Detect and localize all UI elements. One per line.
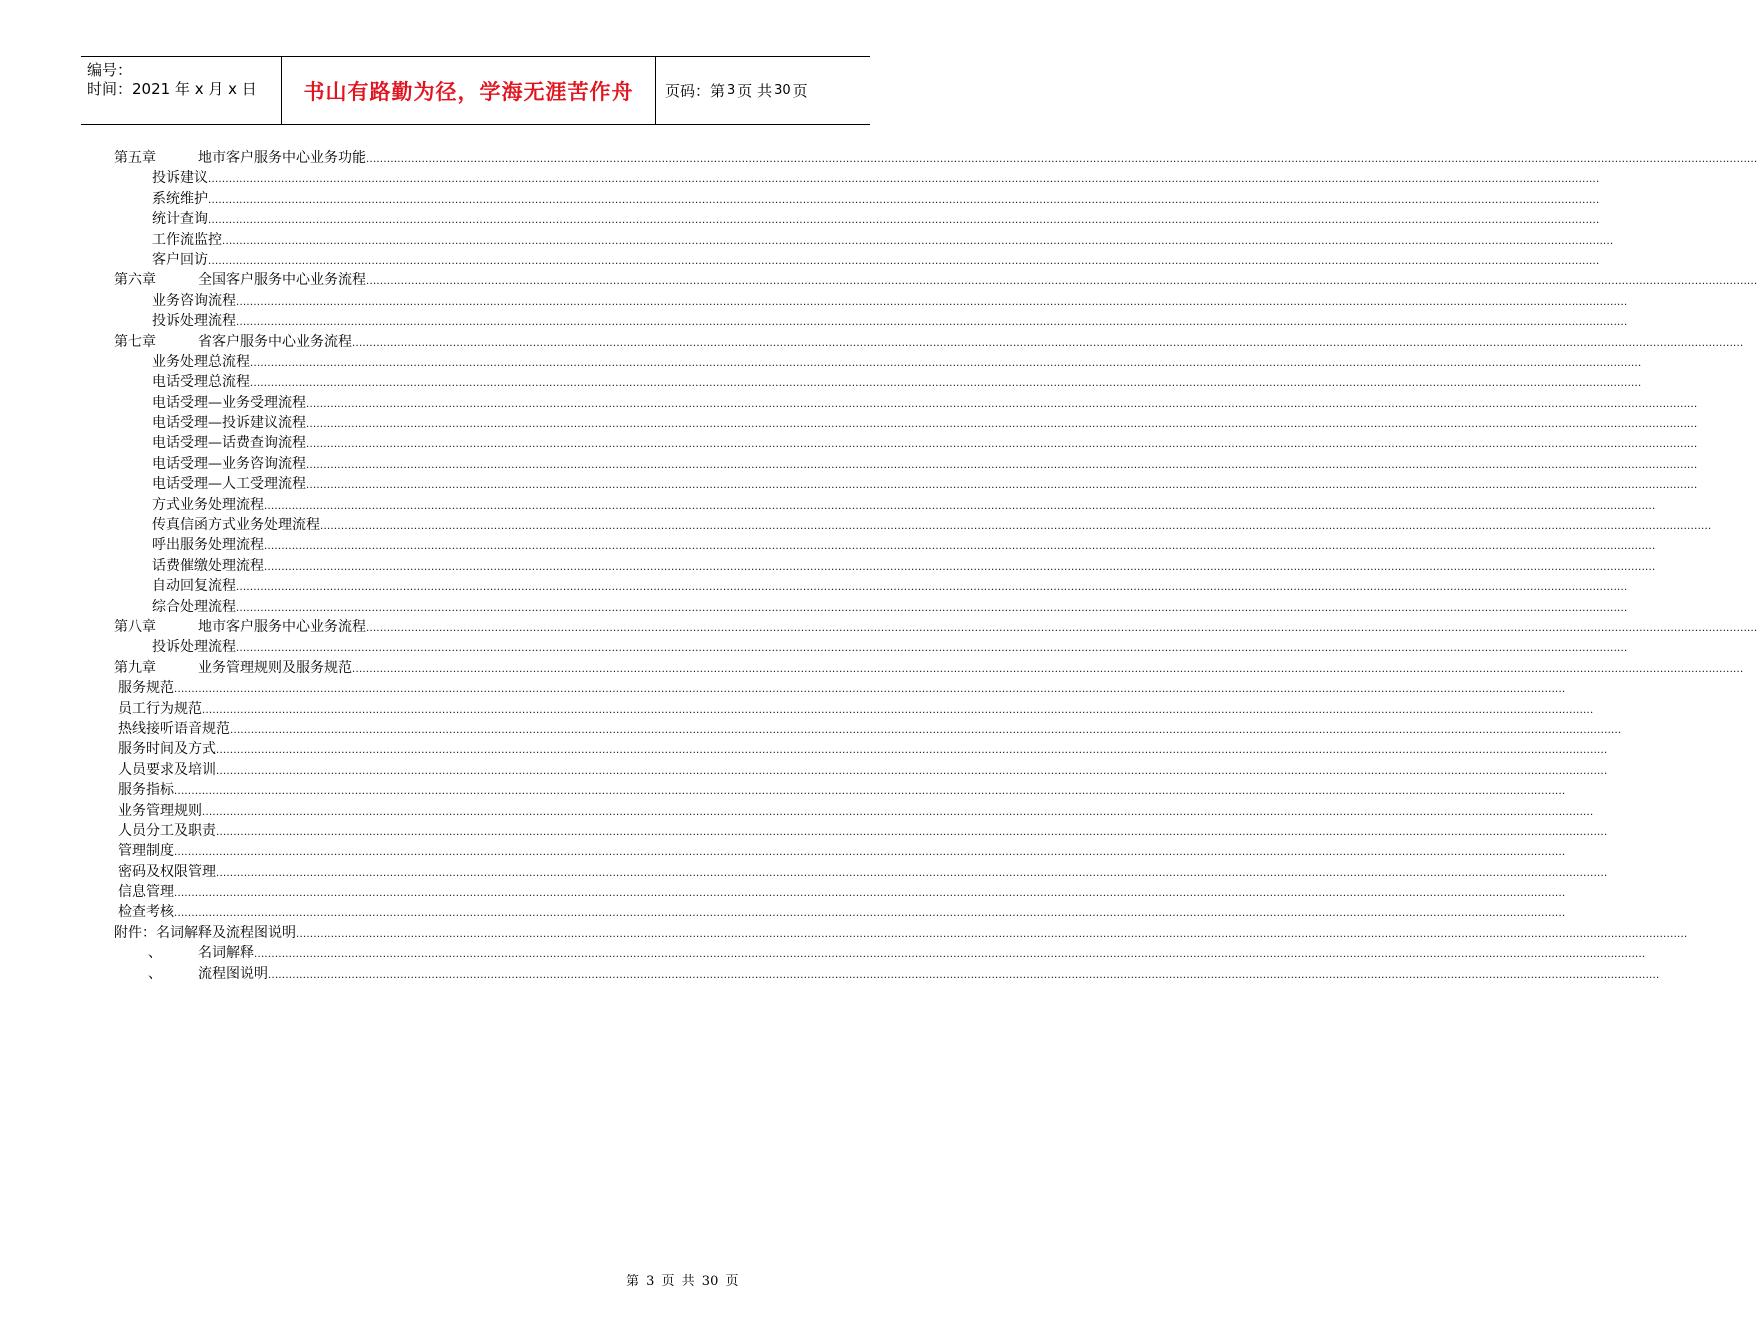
toc-entry-label [152, 597, 236, 617]
toc-entry[interactable] [114, 230, 1614, 250]
toc-dot-leader: ................................................................................................................................................................................................................................................................................................................................................................................................................ [208, 215, 1600, 227]
toc-dot-leader: ................................................................................................................................................................................................................................................................................................................................................................................................................ [208, 194, 1600, 206]
toc-entry-title: 电话受理—话费查询流程 [152, 435, 306, 452]
toc-entry-label [152, 209, 208, 229]
toc-entry-label [118, 882, 174, 902]
toc-dot-leader: ................................................................................................................................................................................................................................................................................................................................................................................................................ [236, 643, 1628, 655]
toc-entry-label [118, 719, 230, 739]
toc-entry-title: 方式业务处理流程 [152, 496, 264, 513]
page-mid: 页 共 [737, 82, 773, 100]
toc-entry[interactable] [114, 882, 1566, 902]
toc-entry-label [118, 678, 174, 698]
toc-entry[interactable] [114, 658, 1744, 678]
toc-entry[interactable] [114, 332, 1744, 352]
toc-entry-label [152, 352, 250, 372]
toc-entry-title: 话费催缴处理流程 [152, 557, 264, 574]
toc-entry-label [152, 495, 264, 515]
toc-entry-label [118, 841, 174, 861]
toc-entry[interactable] [114, 576, 1628, 596]
toc-entry-label [114, 332, 352, 352]
toc-entry[interactable] [114, 311, 1628, 331]
toc-entry[interactable] [114, 148, 1757, 168]
toc-entry-title: 电话受理—投诉建议流程 [152, 415, 306, 432]
toc-entry-title: 人员要求及培训 [118, 761, 216, 778]
toc-entry-label [152, 393, 306, 413]
toc-entry-title: 业务咨询流程 [152, 292, 236, 309]
page-suffix: 页 [792, 82, 808, 100]
header-meta [81, 57, 282, 124]
toc-entry-title: 人员分工及职责 [118, 822, 216, 839]
toc-entry[interactable] [114, 189, 1600, 209]
toc-entry[interactable] [114, 515, 1712, 535]
toc-entry[interactable] [114, 535, 1656, 555]
toc-dot-leader: ................................................................................................................................................................................................................................................................................................................................................................................................................ [230, 724, 1622, 736]
toc-entry-title: 服务指标 [118, 782, 174, 799]
toc-entry-title: 管理制度 [118, 843, 174, 860]
toc-entry-title: 热线接听语音规范 [118, 720, 230, 737]
toc-entry-title: 密码及权限管理 [118, 863, 216, 880]
toc-entry-title: 投诉处理流程 [152, 639, 236, 656]
toc-dot-leader: ................................................................................................................................................................................................................................................................................................................................................................................................................ [208, 255, 1600, 267]
toc-entry[interactable] [114, 719, 1622, 739]
toc-entry[interactable] [114, 291, 1628, 311]
toc-entry-title: 服务时间及方式 [118, 741, 216, 758]
page-header [81, 56, 870, 125]
toc-entry-label [152, 576, 236, 596]
toc-dot-leader: ................................................................................................................................................................................................................................................................................................................................................................................................................ [216, 765, 1608, 777]
toc-entry-title: 地市客户服务中心业务功能 [198, 150, 366, 166]
toc-dot-leader: ................................................................................................................................................................................................................................................................................................................................................................................................................ [296, 928, 1688, 940]
toc-dot-leader: ................................................................................................................................................................................................................................................................................................................................................................................................................ [174, 684, 1566, 696]
toc-entry-title: 业务管理规则及服务规范 [198, 659, 352, 676]
toc-dot-leader: ................................................................................................................................................................................................................................................................................................................................................................................................................ [174, 786, 1566, 798]
toc-entry-label [152, 189, 208, 209]
toc-dot-leader: ................................................................................................................................................................................................................................................................................................................................................................................................................ [174, 847, 1566, 859]
toc-entry-label [118, 821, 216, 841]
toc-entry-label [152, 413, 306, 433]
toc-entry[interactable] [114, 637, 1628, 657]
toc-dot-leader: ................................................................................................................................................................................................................................................................................................................................................................................................................ [174, 908, 1566, 920]
toc-entry-label [118, 902, 174, 922]
toc-entry[interactable] [114, 821, 1608, 841]
toc-entry-label [152, 474, 306, 494]
toc-entry-title: 地市客户服务中心业务流程 [198, 618, 366, 635]
toc-entry-prefix: 第九章 [114, 659, 156, 676]
toc-entry-title: 系统维护 [152, 190, 208, 207]
toc-entry-label [148, 964, 268, 984]
toc-entry-label [114, 923, 296, 943]
toc-entry-label [118, 739, 216, 759]
toc-entry-title: 业务管理规则 [118, 802, 202, 819]
toc-entry-title: 呼出服务处理流程 [152, 537, 264, 554]
toc-entry[interactable] [114, 250, 1600, 270]
toc-entry[interactable] [114, 372, 1642, 392]
toc-entry[interactable] [114, 964, 1660, 984]
toc-entry[interactable] [114, 556, 1656, 576]
toc-entry-title: 信息管理 [118, 884, 174, 901]
toc-entry[interactable] [114, 495, 1656, 515]
toc-entry-title: 检查考核 [118, 904, 174, 921]
toc-entry-label [152, 454, 306, 474]
toc-entry[interactable] [114, 393, 1698, 413]
toc-entry-title: 省客户服务中心业务流程 [198, 333, 352, 350]
toc-dot-leader: ................................................................................................................................................................................................................................................................................................................................................................................................................ [202, 704, 1594, 716]
toc-entry[interactable] [114, 617, 1757, 637]
toc-entry-label [152, 372, 250, 392]
toc-entry[interactable] [114, 699, 1594, 719]
header-motto: 书山有路勤为径，学海无涯苦作舟 [282, 57, 656, 124]
toc-entry-prefix: 第五章 [114, 150, 156, 166]
toc-dot-leader: ................................................................................................................................................................................................................................................................................................................................................................................................................ [236, 582, 1628, 594]
toc-entry-title: 传真信函方式业务处理流程 [152, 517, 320, 534]
toc-entry-title: 投诉建议 [152, 170, 208, 187]
toc-entry-label [114, 617, 366, 637]
page-current: 3 [727, 83, 736, 98]
toc-entry[interactable] [114, 597, 1628, 617]
toc-dot-leader: ................................................................................................................................................................................................................................................................................................................................................................................................................ [216, 745, 1608, 757]
toc-entry-label [118, 760, 216, 780]
toc-entry-prefix: 第六章 [114, 272, 156, 289]
toc-dot-leader: ................................................................................................................................................................................................................................................................................................................................................................................................................ [366, 622, 1757, 634]
toc-entry[interactable] [114, 678, 1566, 698]
toc-dot-leader: ................................................................................................................................................................................................................................................................................................................................................................................................................ [352, 337, 1744, 349]
toc-entry[interactable] [114, 413, 1698, 433]
toc-entry-title: 全国客户服务中心业务流程 [198, 272, 366, 289]
toc-entry-title: 工作流监控 [152, 231, 222, 248]
toc-entry[interactable] [114, 474, 1698, 494]
toc-entry[interactable] [114, 168, 1600, 188]
page-total: 30 [774, 83, 791, 98]
toc-dot-leader: ................................................................................................................................................................................................................................................................................................................................................................................................................ [306, 459, 1698, 471]
toc-entry[interactable] [114, 454, 1698, 474]
toc-entry-label [152, 230, 222, 250]
toc-dot-leader: ................................................................................................................................................................................................................................................................................................................................................................................................................ [264, 541, 1656, 553]
page-prefix: 页码：第 [665, 82, 726, 100]
toc-dot-leader: ................................................................................................................................................................................................................................................................................................................................................................................................................ [250, 357, 1642, 369]
toc-dot-leader: ................................................................................................................................................................................................................................................................................................................................................................................................................ [174, 888, 1566, 900]
toc-dot-leader: ................................................................................................................................................................................................................................................................................................................................................................................................................ [208, 174, 1600, 186]
toc-entry-label [152, 291, 236, 311]
toc-entry-label [152, 433, 306, 453]
toc-entry[interactable] [114, 780, 1566, 800]
toc-entry-prefix: 第八章 [114, 618, 156, 635]
toc-dot-leader: ................................................................................................................................................................................................................................................................................................................................................................................................................ [222, 235, 1614, 247]
toc-dot-leader: ................................................................................................................................................................................................................................................................................................................................................................................................................ [366, 276, 1757, 288]
toc-dot-leader: ................................................................................................................................................................................................................................................................................................................................................................................................................ [254, 949, 1646, 961]
toc-dot-leader: ................................................................................................................................................................................................................................................................................................................................................................................................................ [216, 867, 1608, 879]
toc-entry-title: 电话受理—人工受理流程 [152, 476, 306, 493]
toc-entry[interactable] [114, 902, 1566, 922]
toc-entry-label [118, 801, 202, 821]
toc-entry-title: 流程图说明 [198, 965, 268, 982]
toc-dot-leader: ................................................................................................................................................................................................................................................................................................................................................................................................................ [236, 602, 1628, 614]
toc-entry-label [152, 556, 264, 576]
toc-dot-leader: ................................................................................................................................................................................................................................................................................................................................................................................................................ [352, 663, 1744, 675]
toc-entry-title: 附件：名词解释及流程图说明 [114, 924, 296, 941]
toc-entry-label [152, 250, 208, 270]
toc-entry[interactable] [114, 209, 1600, 229]
toc-entry-label [152, 515, 320, 535]
toc-entry-label [152, 637, 236, 657]
toc-dot-leader: ................................................................................................................................................................................................................................................................................................................................................................................................................ [320, 521, 1712, 533]
page-footer: 第 3 页 共 30 页 [626, 1274, 739, 1289]
toc-entry-label [118, 862, 216, 882]
toc-entry-title: 业务处理总流程 [152, 353, 250, 370]
toc-entry-title: 员工行为规范 [118, 700, 202, 717]
toc-entry-title: 电话受理—业务受理流程 [152, 394, 306, 411]
toc-entry[interactable] [114, 841, 1566, 861]
toc-entry[interactable] [114, 862, 1608, 882]
toc-entry[interactable] [114, 739, 1608, 759]
toc-dot-leader: ................................................................................................................................................................................................................................................................................................................................................................................................................ [306, 480, 1698, 492]
toc-entry-label [118, 780, 174, 800]
toc-dot-leader: ................................................................................................................................................................................................................................................................................................................................................................................................................ [306, 439, 1698, 451]
toc-dot-leader: ................................................................................................................................................................................................................................................................................................................................................................................................................ [236, 317, 1628, 329]
document-date-label: 时间：2021 年 x 月 x 日 [87, 80, 257, 98]
toc-dot-leader: ................................................................................................................................................................................................................................................................................................................................................................................................................ [264, 561, 1656, 573]
toc-dot-leader: ................................................................................................................................................................................................................................................................................................................................................................................................................ [250, 378, 1642, 390]
document-number-label: 编号： [87, 61, 133, 79]
toc-dot-leader: ................................................................................................................................................................................................................................................................................................................................................................................................................ [306, 398, 1698, 410]
toc-dot-leader: ................................................................................................................................................................................................................................................................................................................................................................................................................ [236, 296, 1628, 308]
toc-entry[interactable] [114, 433, 1698, 453]
toc-entry[interactable] [114, 352, 1642, 372]
toc-entry-label [114, 658, 352, 678]
toc-entry-label [152, 168, 208, 188]
toc-entry[interactable] [114, 923, 1688, 943]
toc-entry-prefix: 、 [148, 945, 162, 962]
toc-entry-title: 客户回访 [152, 251, 208, 268]
toc-entry-label [152, 535, 264, 555]
toc-dot-leader: ................................................................................................................................................................................................................................................................................................................................................................................................................ [216, 826, 1608, 838]
toc-dot-leader: ................................................................................................................................................................................................................................................................................................................................................................................................................ [366, 154, 1757, 165]
header-page-number [656, 57, 870, 124]
toc-entry-label [114, 148, 366, 168]
toc-dot-leader: ................................................................................................................................................................................................................................................................................................................................................................................................................ [268, 969, 1660, 981]
toc-entry-label [148, 943, 254, 963]
toc-entry-title: 服务规范 [118, 680, 174, 697]
toc-entry-title: 投诉处理流程 [152, 313, 236, 330]
table-of-contents [114, 148, 1757, 984]
toc-entry[interactable] [114, 801, 1594, 821]
toc-dot-leader: ................................................................................................................................................................................................................................................................................................................................................................................................................ [202, 806, 1594, 818]
toc-entry-title: 自动回复流程 [152, 578, 236, 595]
toc-entry-title: 统计查询 [152, 211, 208, 228]
toc-dot-leader: ................................................................................................................................................................................................................................................................................................................................................................................................................ [306, 419, 1698, 431]
toc-entry[interactable] [114, 270, 1757, 290]
toc-entry-title: 电话受理总流程 [152, 374, 250, 391]
toc-entry-title: 综合处理流程 [152, 598, 236, 615]
toc-entry-title: 电话受理—业务咨询流程 [152, 455, 306, 472]
toc-entry-label [114, 270, 366, 290]
toc-entry[interactable] [114, 760, 1608, 780]
toc-dot-leader: ................................................................................................................................................................................................................................................................................................................................................................................................................ [264, 500, 1656, 512]
toc-entry-prefix: 第七章 [114, 333, 156, 350]
toc-entry-label [152, 311, 236, 331]
toc-entry-label [118, 699, 202, 719]
toc-entry-title: 名词解释 [198, 945, 254, 962]
toc-entry-prefix: 、 [148, 965, 162, 982]
toc-entry[interactable] [114, 943, 1646, 963]
